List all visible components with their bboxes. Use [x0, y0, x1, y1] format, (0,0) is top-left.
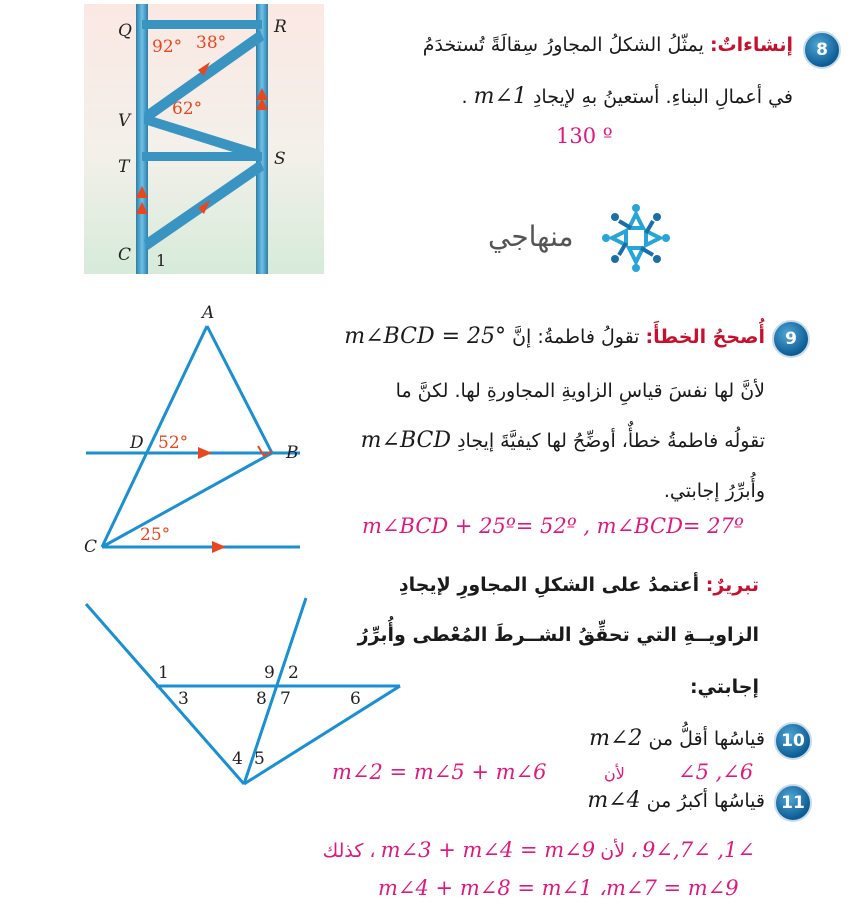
reasoning-line2	[339, 624, 759, 646]
reasoning-text2: الزاويــةِ التي تحقِّقُ الشــرطَ المُعْطى وأُبرِّرُ	[357, 624, 759, 646]
problem9-answer: m∠BCD + 25º= 52º , m∠BCD= 27º	[362, 514, 744, 538]
angle-38: 38°	[196, 33, 227, 53]
problem11-question	[465, 788, 765, 813]
angle-label-4: 4	[232, 749, 243, 769]
problem11-answer1-sep: ،	[630, 838, 637, 862]
angle-label-9: 9	[264, 663, 275, 683]
problem8-text1: يمثّلُ الشكلُ المجاورُ سِقالَةً تُستخدَمُ	[422, 34, 704, 56]
problem9-line1	[325, 324, 765, 349]
label-V: V	[118, 111, 131, 131]
problem9-text2: لأنَّ لها نفسَ قياسِ الزاويةِ المجاورةِ لها. لكنَّ ما	[395, 380, 765, 402]
scaffold-figure	[84, 4, 324, 274]
label-angle-1: 1	[156, 251, 167, 270]
angle-label-3: 3	[178, 689, 189, 709]
problem11-answer-line1	[255, 838, 755, 862]
reasoning-tag: تبريرٌ:	[705, 574, 759, 596]
arrow-DB	[198, 447, 212, 459]
label-C: C	[84, 537, 98, 557]
label-S: S	[274, 149, 286, 169]
angle-label-1: 1	[158, 663, 169, 683]
logo	[488, 196, 688, 276]
line-AB	[207, 326, 272, 453]
problem-number-badge: 8	[803, 31, 841, 69]
problem8-line1	[363, 34, 793, 56]
logo-mark-icon	[598, 200, 674, 276]
left-pole	[136, 4, 148, 274]
label-C: C	[118, 245, 132, 265]
label-B: B	[286, 443, 299, 463]
label-T: T	[118, 157, 130, 177]
problem10-math: m∠2	[589, 726, 643, 751]
problem8-text2: في أعمالِ البناءِ. أستعينُ بهِ لإيجادِ	[532, 86, 793, 108]
angle-92: 92°	[152, 37, 183, 57]
problem11-answer1-end: ، كذلك	[322, 840, 376, 862]
logo-text: منهاجي	[488, 220, 574, 253]
arrow-C	[212, 541, 226, 553]
label-R: R	[274, 17, 287, 37]
problem9-tag: أُصححُ الخطأَ:	[645, 326, 765, 348]
problem9-text1: تقولُ فاطمةُ: إنَّ	[512, 326, 640, 348]
bar-TS	[142, 152, 262, 161]
problem9-text3: تقولُه فاطمةُ خطأٌ، أوضِّحُ لها كيفيَّةَ إيجادِ	[457, 430, 765, 452]
problem8-tag: إنشاءاتٌ:	[709, 34, 793, 56]
angle-62: 62°	[172, 99, 203, 119]
angle-label-7: 7	[280, 689, 291, 709]
line-BC	[102, 453, 272, 547]
reasoning-line1	[359, 574, 759, 596]
right-pole	[256, 4, 268, 274]
angle-label-2: 2	[288, 663, 299, 683]
reasoning-text1: أعتمدُ على الشكلِ المجاورِ لإيجادِ	[398, 574, 700, 596]
problem11-answer1-eq: m∠3 + m∠4 = m∠9	[380, 838, 596, 862]
problem9-math3: m∠BCD	[360, 428, 452, 453]
problem11-answer-line2: m∠4 + m∠8 = m∠1 ،m∠7 = m∠9	[378, 876, 739, 900]
problem9-line2	[325, 380, 765, 402]
problem8-math: m∠1	[473, 84, 527, 109]
problem9-text4: وأُبرِّرُ إجابتي.	[663, 480, 765, 502]
angle-label-5: 5	[254, 749, 265, 769]
label-Q: Q	[118, 21, 132, 41]
problem10-text: قياسُها أقلُّ من	[648, 728, 765, 750]
label-A: A	[202, 303, 215, 323]
label-D: D	[130, 433, 144, 453]
problem-number-badge: 11	[774, 784, 812, 822]
triangle-figure	[82, 298, 307, 560]
problem-number-badge: 9	[772, 320, 810, 358]
problem-number-badge: 10	[774, 722, 812, 760]
problem8-answer: 130 º	[556, 124, 613, 148]
problem9-line4	[325, 480, 765, 502]
reasoning-line3	[339, 676, 759, 698]
bar-QR	[142, 20, 262, 29]
problem10-question	[465, 726, 765, 751]
problem10-answer-eq: m∠2 = m∠5 + m∠6	[332, 760, 547, 784]
line-left	[86, 604, 244, 784]
reasoning-text3: إجابتي:	[689, 676, 759, 698]
problem8-dot: .	[461, 86, 468, 108]
problem10-answer-angles: ∠5 ,∠6	[678, 760, 754, 784]
problem11-math: m∠4	[587, 788, 641, 813]
angle-25: 25°	[140, 525, 171, 545]
line-AC	[102, 326, 207, 547]
problem11-answer1-angles: ∠1, ∠7,∠9	[642, 838, 755, 862]
angle-label-8: 8	[256, 689, 267, 709]
problem9-math1: m∠BCD = 25°	[344, 324, 507, 349]
angle-52: 52°	[158, 433, 189, 453]
problem11-answer1-because: لأن	[600, 840, 626, 862]
problem9-line3	[325, 428, 765, 453]
problem11-text: قياسُها أكبرُ من	[646, 790, 765, 812]
problem8-line2	[363, 84, 793, 109]
angle-label-6: 6	[350, 689, 361, 709]
problem10-answer-because: لأن	[604, 764, 625, 783]
